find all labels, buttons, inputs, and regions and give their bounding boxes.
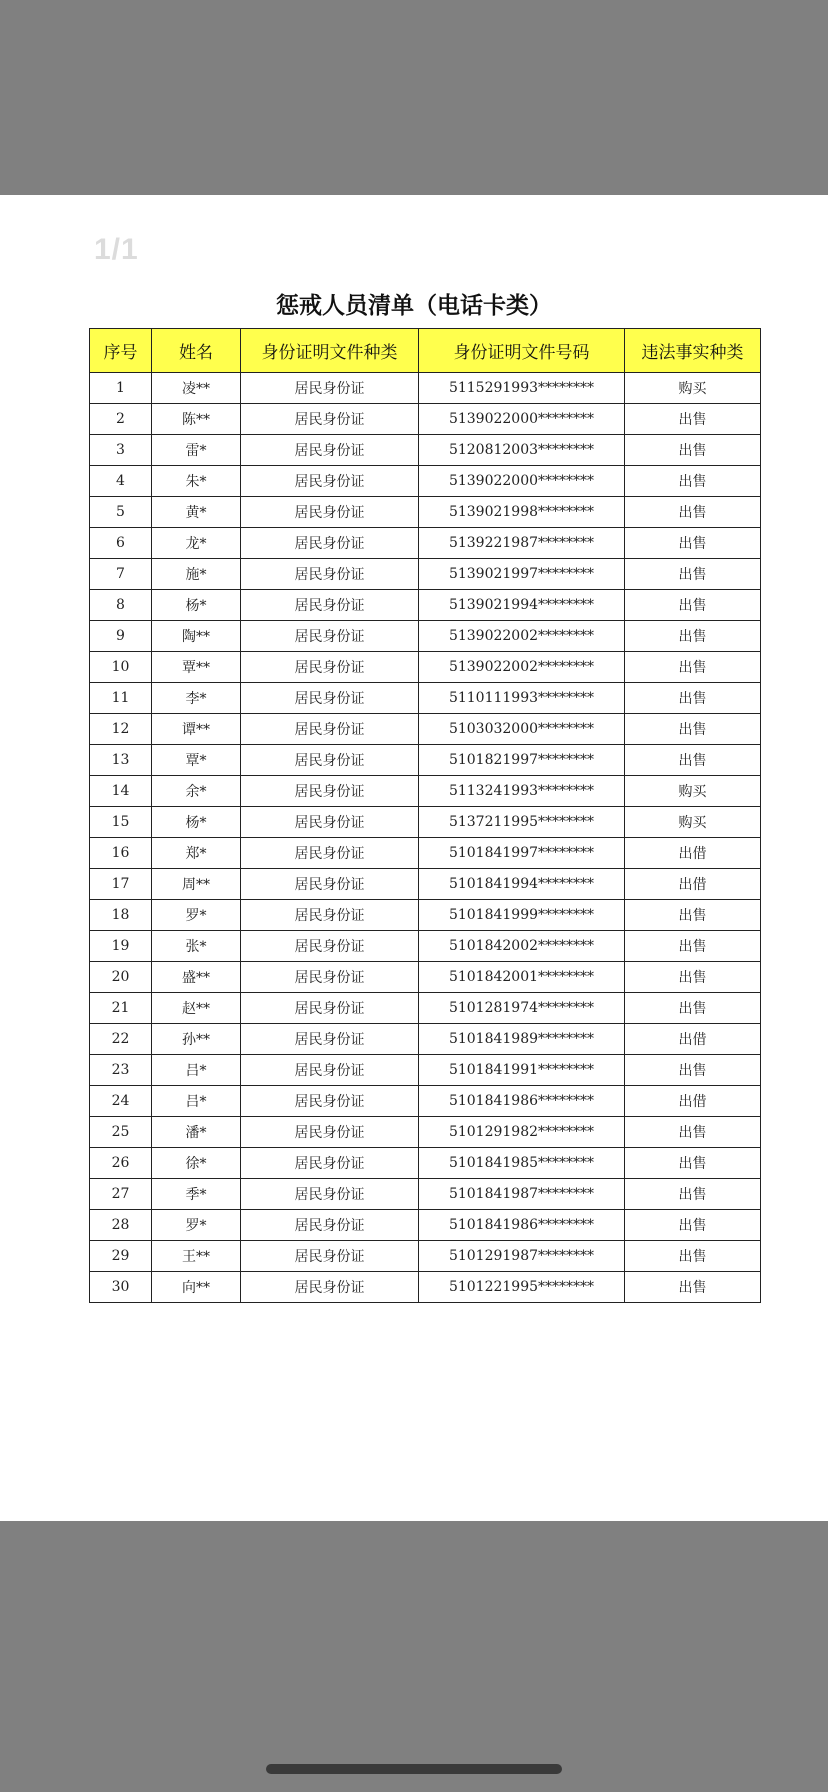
name-cell: 季* <box>152 1179 241 1210</box>
id-type-cell: 居民身份证 <box>241 373 419 404</box>
table-row <box>90 435 761 466</box>
header-cell: 身份证明文件种类 <box>241 329 419 373</box>
violation-type-cell: 出借 <box>625 1024 761 1055</box>
row-number-cell: 21 <box>90 993 152 1024</box>
table-row <box>90 1272 761 1303</box>
table-row <box>90 1179 761 1210</box>
row-number-cell: 11 <box>90 683 152 714</box>
row-number-cell: 19 <box>90 931 152 962</box>
violation-type-cell: 出售 <box>625 404 761 435</box>
header-cell: 序号 <box>90 329 152 373</box>
table-row <box>90 1117 761 1148</box>
name-cell: 杨* <box>152 807 241 838</box>
table-row <box>90 683 761 714</box>
name-cell: 罗* <box>152 1210 241 1241</box>
name-cell: 周** <box>152 869 241 900</box>
row-number-cell: 22 <box>90 1024 152 1055</box>
row-number-cell: 12 <box>90 714 152 745</box>
table-row <box>90 962 761 993</box>
violation-type-cell: 购买 <box>625 807 761 838</box>
name-cell: 王** <box>152 1241 241 1272</box>
name-cell: 郑* <box>152 838 241 869</box>
violation-type-cell: 出售 <box>625 590 761 621</box>
table-row <box>90 528 761 559</box>
table-row <box>90 621 761 652</box>
id-type-cell: 居民身份证 <box>241 745 419 776</box>
id-number-cell: 5101291982******** <box>419 1117 625 1148</box>
row-number-cell: 24 <box>90 1086 152 1117</box>
id-number-cell: 5139221987******** <box>419 528 625 559</box>
table-row <box>90 714 761 745</box>
name-cell: 余* <box>152 776 241 807</box>
table-row <box>90 404 761 435</box>
id-number-cell: 5101841989******** <box>419 1024 625 1055</box>
id-number-cell: 5120812003******** <box>419 435 625 466</box>
row-number-cell: 7 <box>90 559 152 590</box>
header-cell: 违法事实种类 <box>625 329 761 373</box>
row-number-cell: 26 <box>90 1148 152 1179</box>
violation-type-cell: 出借 <box>625 869 761 900</box>
id-number-cell: 5110111993******** <box>419 683 625 714</box>
table-row <box>90 745 761 776</box>
row-number-cell: 29 <box>90 1241 152 1272</box>
id-type-cell: 居民身份证 <box>241 559 419 590</box>
table-row <box>90 838 761 869</box>
id-type-cell: 居民身份证 <box>241 528 419 559</box>
name-cell: 谭** <box>152 714 241 745</box>
table-row <box>90 807 761 838</box>
id-type-cell: 居民身份证 <box>241 869 419 900</box>
id-type-cell: 居民身份证 <box>241 1148 419 1179</box>
id-type-cell: 居民身份证 <box>241 497 419 528</box>
document-page[interactable] <box>0 195 828 1521</box>
table-row <box>90 373 761 404</box>
violation-type-cell: 出售 <box>625 1272 761 1303</box>
table-row <box>90 1024 761 1055</box>
id-number-cell: 5101841997******** <box>419 838 625 869</box>
violation-type-cell: 出售 <box>625 962 761 993</box>
table-row <box>90 1055 761 1086</box>
violation-type-cell: 出售 <box>625 528 761 559</box>
table-row <box>90 931 761 962</box>
id-type-cell: 居民身份证 <box>241 1117 419 1148</box>
name-cell: 黄* <box>152 497 241 528</box>
name-cell: 凌** <box>152 373 241 404</box>
table-row <box>90 652 761 683</box>
row-number-cell: 8 <box>90 590 152 621</box>
id-number-cell: 5101841987******** <box>419 1179 625 1210</box>
violation-type-cell: 出售 <box>625 900 761 931</box>
row-number-cell: 4 <box>90 466 152 497</box>
id-number-cell: 5139021994******** <box>419 590 625 621</box>
row-number-cell: 15 <box>90 807 152 838</box>
id-number-cell: 5101841986******** <box>419 1210 625 1241</box>
row-number-cell: 6 <box>90 528 152 559</box>
row-number-cell: 13 <box>90 745 152 776</box>
id-type-cell: 居民身份证 <box>241 1210 419 1241</box>
violation-type-cell: 出售 <box>625 435 761 466</box>
row-number-cell: 2 <box>90 404 152 435</box>
id-number-cell: 5101842002******** <box>419 931 625 962</box>
table-row <box>90 497 761 528</box>
name-cell: 雷* <box>152 435 241 466</box>
violation-type-cell: 出售 <box>625 621 761 652</box>
id-number-cell: 5101841999******** <box>419 900 625 931</box>
id-number-cell: 5101841985******** <box>419 1148 625 1179</box>
name-cell: 覃* <box>152 745 241 776</box>
row-number-cell: 23 <box>90 1055 152 1086</box>
id-number-cell: 5101281974******** <box>419 993 625 1024</box>
row-number-cell: 28 <box>90 1210 152 1241</box>
table-row <box>90 559 761 590</box>
id-number-cell: 5139022002******** <box>419 621 625 652</box>
violation-type-cell: 出售 <box>625 745 761 776</box>
id-number-cell: 5139021998******** <box>419 497 625 528</box>
id-number-cell: 5101821997******** <box>419 745 625 776</box>
id-type-cell: 居民身份证 <box>241 807 419 838</box>
row-number-cell: 20 <box>90 962 152 993</box>
id-number-cell: 5101841986******** <box>419 1086 625 1117</box>
table-row <box>90 1241 761 1272</box>
id-number-cell: 5139022000******** <box>419 466 625 497</box>
id-type-cell: 居民身份证 <box>241 1272 419 1303</box>
id-type-cell: 居民身份证 <box>241 683 419 714</box>
id-type-cell: 居民身份证 <box>241 900 419 931</box>
violation-type-cell: 出售 <box>625 1148 761 1179</box>
violation-type-cell: 出借 <box>625 1086 761 1117</box>
table-row <box>90 900 761 931</box>
name-cell: 潘* <box>152 1117 241 1148</box>
table-row <box>90 993 761 1024</box>
violation-type-cell: 出售 <box>625 1210 761 1241</box>
table-row <box>90 1210 761 1241</box>
id-number-cell: 5101841994******** <box>419 869 625 900</box>
row-number-cell: 5 <box>90 497 152 528</box>
violation-type-cell: 出售 <box>625 466 761 497</box>
name-cell: 张* <box>152 931 241 962</box>
row-number-cell: 30 <box>90 1272 152 1303</box>
name-cell: 施* <box>152 559 241 590</box>
row-number-cell: 1 <box>90 373 152 404</box>
table-row <box>90 869 761 900</box>
id-type-cell: 居民身份证 <box>241 1241 419 1272</box>
id-number-cell: 5139022002******** <box>419 652 625 683</box>
table-row <box>90 1086 761 1117</box>
table-header-row <box>90 329 761 373</box>
id-type-cell: 居民身份证 <box>241 931 419 962</box>
header-cell: 身份证明文件号码 <box>419 329 625 373</box>
id-number-cell: 5101221995******** <box>419 1272 625 1303</box>
id-type-cell: 居民身份证 <box>241 404 419 435</box>
document-title: 惩戒人员清单（电话卡类） <box>276 293 552 319</box>
table-row <box>90 1148 761 1179</box>
violation-type-cell: 出售 <box>625 1179 761 1210</box>
name-cell: 吕* <box>152 1055 241 1086</box>
name-cell: 覃** <box>152 652 241 683</box>
violation-type-cell: 购买 <box>625 776 761 807</box>
name-cell: 陶** <box>152 621 241 652</box>
violation-type-cell: 出售 <box>625 683 761 714</box>
id-type-cell: 居民身份证 <box>241 1024 419 1055</box>
name-cell: 李* <box>152 683 241 714</box>
violation-type-cell: 出售 <box>625 931 761 962</box>
name-cell: 盛** <box>152 962 241 993</box>
home-indicator[interactable] <box>266 1764 562 1774</box>
table-row <box>90 590 761 621</box>
id-type-cell: 居民身份证 <box>241 652 419 683</box>
violation-type-cell: 出售 <box>625 714 761 745</box>
violation-type-cell: 出借 <box>625 838 761 869</box>
header-cell: 姓名 <box>152 329 241 373</box>
page-indicator: 1/1 <box>94 233 139 266</box>
name-cell: 孙** <box>152 1024 241 1055</box>
id-type-cell: 居民身份证 <box>241 435 419 466</box>
violation-type-cell: 出售 <box>625 1241 761 1272</box>
row-number-cell: 18 <box>90 900 152 931</box>
id-type-cell: 居民身份证 <box>241 962 419 993</box>
name-cell: 赵** <box>152 993 241 1024</box>
id-type-cell: 居民身份证 <box>241 993 419 1024</box>
row-number-cell: 9 <box>90 621 152 652</box>
id-type-cell: 居民身份证 <box>241 1086 419 1117</box>
violation-type-cell: 出售 <box>625 559 761 590</box>
roster-table <box>89 328 761 1303</box>
id-number-cell: 5103032000******** <box>419 714 625 745</box>
id-type-cell: 居民身份证 <box>241 466 419 497</box>
violation-type-cell: 出售 <box>625 1055 761 1086</box>
name-cell: 吕* <box>152 1086 241 1117</box>
name-cell: 向** <box>152 1272 241 1303</box>
row-number-cell: 14 <box>90 776 152 807</box>
id-number-cell: 5113241993******** <box>419 776 625 807</box>
name-cell: 陈** <box>152 404 241 435</box>
id-number-cell: 5137211995******** <box>419 807 625 838</box>
row-number-cell: 17 <box>90 869 152 900</box>
name-cell: 龙* <box>152 528 241 559</box>
id-type-cell: 居民身份证 <box>241 1179 419 1210</box>
id-type-cell: 居民身份证 <box>241 714 419 745</box>
id-type-cell: 居民身份证 <box>241 590 419 621</box>
id-number-cell: 5139022000******** <box>419 404 625 435</box>
id-number-cell: 5101291987******** <box>419 1241 625 1272</box>
name-cell: 罗* <box>152 900 241 931</box>
violation-type-cell: 出售 <box>625 652 761 683</box>
table-row <box>90 466 761 497</box>
name-cell: 徐* <box>152 1148 241 1179</box>
table-row <box>90 776 761 807</box>
violation-type-cell: 购买 <box>625 373 761 404</box>
id-number-cell: 5139021997******** <box>419 559 625 590</box>
row-number-cell: 16 <box>90 838 152 869</box>
row-number-cell: 27 <box>90 1179 152 1210</box>
id-number-cell: 5115291993******** <box>419 373 625 404</box>
row-number-cell: 3 <box>90 435 152 466</box>
id-number-cell: 5101842001******** <box>419 962 625 993</box>
violation-type-cell: 出售 <box>625 993 761 1024</box>
id-type-cell: 居民身份证 <box>241 838 419 869</box>
row-number-cell: 25 <box>90 1117 152 1148</box>
violation-type-cell: 出售 <box>625 1117 761 1148</box>
table-body <box>90 373 761 1303</box>
id-type-cell: 居民身份证 <box>241 1055 419 1086</box>
name-cell: 朱* <box>152 466 241 497</box>
id-type-cell: 居民身份证 <box>241 776 419 807</box>
violation-type-cell: 出售 <box>625 497 761 528</box>
name-cell: 杨* <box>152 590 241 621</box>
row-number-cell: 10 <box>90 652 152 683</box>
id-type-cell: 居民身份证 <box>241 621 419 652</box>
id-number-cell: 5101841991******** <box>419 1055 625 1086</box>
